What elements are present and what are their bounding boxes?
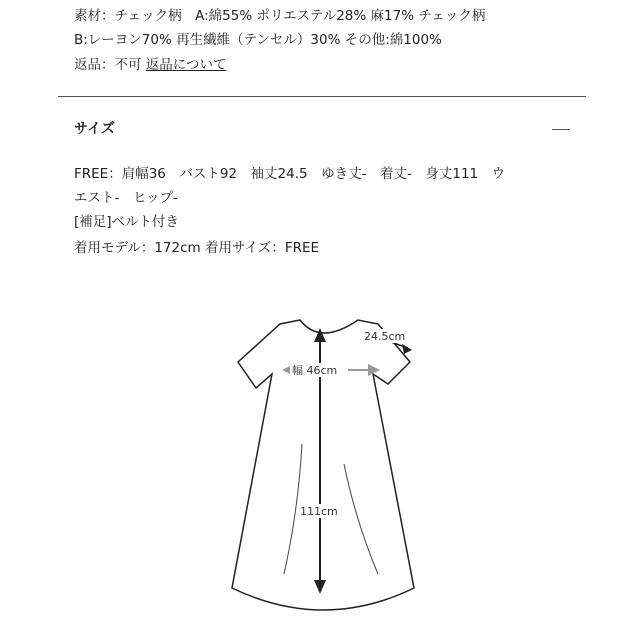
section-divider [58,96,586,97]
dress-fold-line-right [344,464,378,574]
length-arrow-bottom [314,580,326,594]
size-note: [補足]ベルト付き [74,214,180,230]
material-line-1: 素材：チェック柄 A:綿55% ポリエステル28% 麻17% チェック柄 [74,8,486,24]
sleeve-length-label: 24.5cm [364,330,406,343]
model-info: 着用モデル：172cm 着用サイズ：FREE [74,240,320,256]
size-measurements-line-2: エスト- ヒップ- [74,190,178,206]
returns-policy-link[interactable]: 返品について [145,57,227,73]
collapse-icon[interactable] [552,129,570,130]
returns-label: 返品：不可 [74,57,146,73]
material-line-2: B:レーヨン70% 再生繊維（テンセル）30% その他:綿100% [74,32,442,48]
returns-line [74,55,227,75]
sleeve-arrow-end [402,344,412,354]
length-arrow-top [314,328,326,342]
size-measurements-line-1: FREE：肩幅36 バスト92 袖丈24.5 ゆき丈- 着丈- 身丈111 ウ [74,166,506,182]
width-label: 幅 46cm [292,364,338,377]
dress-measurement-diagram [228,312,428,630]
length-label: 111cm [300,505,338,518]
size-section-title[interactable]: サイズ [74,121,115,137]
